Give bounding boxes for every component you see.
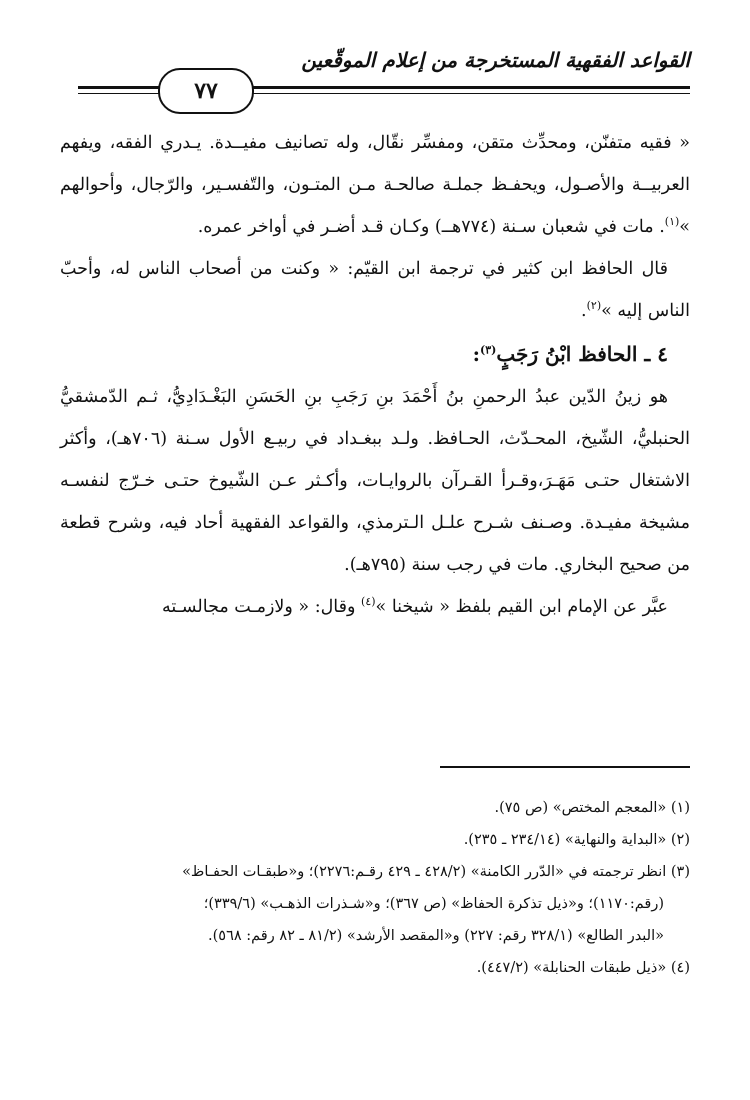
- paragraph-2: [60, 248, 690, 332]
- paragraph-4-text: عبَّر عن الإمام ابن القيم بلفظ « شيخنا »: [375, 597, 668, 617]
- section-heading: [60, 332, 690, 376]
- footnote-4: (٤) «ذيل طبقات الحنابلة» (٤٤٧/٢).: [476, 960, 690, 976]
- paragraph-2-text: قال الحافظ ابن كثير في ترجمة ابن القيّم: « وكنت من أصحاب الناس له، وأحبّ الناس إليه »: [60, 259, 690, 321]
- paragraph-4-tail: وقال: « ولازمـت مجالسـته: [162, 597, 362, 617]
- footnotes: [60, 792, 690, 984]
- footnote-separator: [440, 766, 690, 768]
- paragraph-1-tail: . مات في شعبان سـنة (٧٧٤هــ) وكـان قـد أضـر في أواخر عمره.: [197, 217, 665, 237]
- running-title: القواعد الفقهية المستخرجة من إعلام الموقّعين: [301, 48, 690, 72]
- section-heading-text: ٤ ـ الحافظ ابْنُ رَجَبٍ: [496, 342, 668, 366]
- footnote-3-line-1: (٣) انظر ترجمته في «الدّرر الكامنة» (٤٢٨/٢ ـ ٤٢٩ رقـم:٢٢٧٦)؛ و«طبقـات الحفـاظ»: [182, 864, 690, 880]
- paragraph-1: [60, 122, 690, 248]
- main-text: [60, 122, 690, 628]
- paragraph-3: هو زينُ الدّين عبدُ الرحمنِ بنُ أَحْمَدَ بنِ رَجَبِ بنِ الحَسَنِ البَغْـدَادِيُّ، ثـم الدّمشقيُّ الحنبليُّ، الشّيخ، المحـدّث، الحـافظ. ولـد ببغـداد في ربيـع الأول سـنة (٧٠٦هـ)، وأكثر الاشتغال حتـى مَهَـرَ،وقـرأ القـرآن بالروايـات، وأكـثر عـن الشّيوخ حتـى خـرّج لنفسـه مشيخة مفيـدة. وصـنف شـرح علـل الـترمذي، والقواعد الفقهية أحاد فيه، وشرح قطعة من صحيح البخاري. مات في رجب سنة (٧٩٥هـ).: [60, 387, 690, 575]
- footnote-3-line-2: (رقم:١١٧٠)؛ و«ذيل تذكرة الحفاظ» (ص ٣٦٧)؛ و«شـذرات الذهـب» (٣٣٩/٦)؛: [203, 896, 664, 912]
- footnote-ref-4: (٤): [361, 595, 376, 609]
- paragraph-4: [60, 586, 690, 628]
- page-number: ٧٧: [158, 68, 254, 114]
- footnote-2: (٢) «البداية والنهاية» (٢٣٤/١٤ ـ ٢٣٥).: [463, 832, 690, 848]
- footnote-ref-2: (٢): [586, 299, 602, 313]
- footnote-1: (١) «المعجم المختص» (ص ٧٥).: [494, 800, 690, 816]
- section-heading-tail: :: [472, 342, 480, 366]
- paragraph-2-tail: .: [581, 301, 587, 321]
- footnote-ref-3: (٣): [479, 343, 497, 357]
- footnote-3-line-3: «البدر الطالع» (٣٢٨/١ رقم: ٢٢٧) و«المقصد الأرشد» (٨١/٢ ـ ٨٢ رقم: ٥٦٨).: [208, 928, 664, 944]
- footnote-ref-1: (١): [664, 215, 680, 229]
- paragraph-1-quote: « فقيه متفنّن، ومحدِّث متقن، ومفسِّر نقّال، وله تصانيف مفيــدة. يـدري الفقه، ويفهم العربيــة والأصـول، ويحفـظ جملـة صالحـة مـن المتـون، والتّفسـير، والرّجال، وأحوالهم »: [60, 133, 690, 237]
